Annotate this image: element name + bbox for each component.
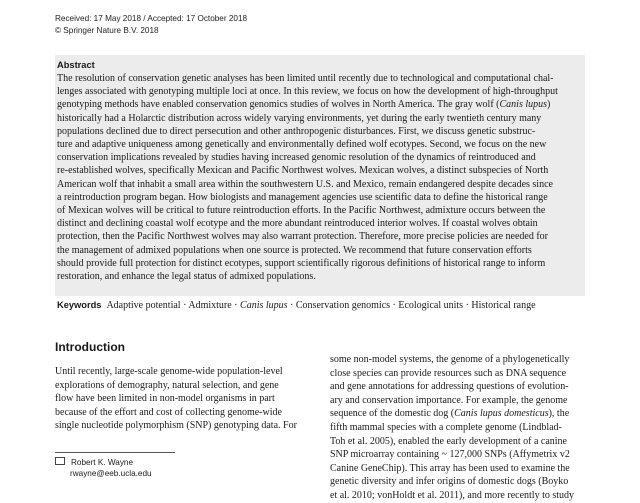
body-line: Until recently, large-scale genome-wide population-level bbox=[55, 366, 283, 377]
abstract-line: lenges associated with genotyping multiple loci at once. In this review, we focus on how the development of high-throughput bbox=[57, 86, 558, 98]
author-email[interactable]: rwayne@eeb.ucla.edu bbox=[70, 469, 152, 478]
article-dates bbox=[55, 13, 247, 37]
intro-left-column bbox=[55, 365, 313, 433]
abstract-line: genotyping methods have enabled conservation genomics studies of wolves in North America. The gray wolf (Canis lupus) bbox=[57, 99, 551, 111]
keywords bbox=[57, 300, 536, 311]
abstract-heading: Abstract bbox=[57, 60, 95, 70]
body-line: explorations of demography, natural selection, and gene bbox=[55, 379, 279, 391]
body-line: genetic diversity and infer origins of domestic dogs (Boyko bbox=[330, 476, 569, 488]
envelope-icon bbox=[55, 457, 65, 465]
body-line: Toh et al. 2005), enabled the early development of a canine bbox=[330, 435, 567, 447]
body-line: Canine GeneChip). This array has been used to examine the bbox=[330, 462, 570, 474]
abstract-line: a reintroduction program began. How biologists and management agencies use scientific data to define the historical range bbox=[57, 191, 548, 203]
body-line: fifth mammal species with a complete genome (Lindblad- bbox=[330, 421, 562, 433]
abstract-line: distinct and declining coastal wolf ecotype and the more abundant reintroduced interior wolves. If coastal wolves obtain bbox=[57, 218, 538, 230]
abstract-line: ture and adaptive uniqueness among genetically and environmentally defined wolf ecotypes. Second, we focus on the new bbox=[57, 139, 547, 151]
abstract-line: The resolution of conservation genetic analyses has been limited until recently due to technological and computational chal- bbox=[57, 73, 554, 84]
abstract-line: conservation implications revealed by studies having increased genomic resolution of the dynamics of reintroduced and bbox=[57, 152, 536, 164]
body-line: and gene annotations for addressing questions of evolution- bbox=[330, 381, 569, 393]
copyright-notice: © Springer Nature B.V. 2018 bbox=[55, 26, 159, 35]
keywords-label: Keywords bbox=[57, 300, 102, 310]
abstract-line: populations declined due to direct persecution and other anthropogenic disturbances. First, we discuss genetic substruc- bbox=[57, 125, 536, 137]
introduction-heading: Introduction bbox=[55, 340, 125, 354]
body-line: some non-model systems, the genome of a phylogenetically bbox=[330, 354, 570, 365]
keywords-text-rest: · Conservation genomics · Ecological units · Historical range bbox=[287, 300, 536, 311]
correspondence-note bbox=[55, 457, 152, 479]
abstract-line: of Mexican wolves will be critical to future reintroduction efforts. In the Pacific Northwest, admixture occurs between the bbox=[57, 205, 546, 217]
body-line: et al. 2010; vonHoldt et al. 2011), and more recently to study bbox=[330, 489, 575, 501]
keywords-italic: Canis lupus bbox=[240, 300, 288, 311]
abstract-line: re-established wolves, specifically Mexican and Pacific Northwest wolves. Mexican wolves, a distinct subspecies of North bbox=[57, 165, 549, 177]
author-name: Robert K. Wayne bbox=[71, 458, 134, 467]
abstract-line: historically had a Holarctic distribution across widely varying environments, yet during the early twentieth century many bbox=[57, 112, 542, 124]
species-name: Canis lupus domesticus bbox=[454, 408, 549, 420]
footnote-divider bbox=[55, 452, 175, 453]
body-line: close species can provide resources such as DNA sequence bbox=[330, 367, 567, 379]
body-line: sequence of the domestic dog (Canis lupus domesticus), the bbox=[330, 408, 570, 420]
abstract-line: protection, then the Pacific Northwest wolves may also warrant protection. Therefore, more precise policies are needed for bbox=[57, 231, 549, 243]
keywords-text: Adaptive potential · Admixture · bbox=[106, 300, 241, 311]
body-line: flow have been limited in non-model organisms in part bbox=[55, 393, 275, 405]
intro-right-column bbox=[330, 353, 590, 503]
abstract-line: restoration, and enhance the legal status of admixed populations. bbox=[57, 271, 316, 283]
received-accepted-dates: Received: 17 May 2018 / Accepted: 17 October 2018 bbox=[55, 14, 248, 23]
body-line: because of the effort and cost of collecting genome-wide bbox=[55, 406, 282, 418]
abstract-line: the management of admixed populations when one source is protected. We recommend that future conservation efforts bbox=[57, 244, 532, 256]
body-line: ary and conservation importance. For example, the genome bbox=[330, 394, 568, 406]
body-line: SNP microarray containing ~ 127,000 SNPs (Affymetrix v2 bbox=[330, 449, 570, 461]
abstract-text bbox=[57, 72, 587, 283]
species-name: Canis lupus bbox=[499, 99, 548, 111]
abstract-line: American wolf that inhabit a small area within the southwestern U.S. and Mexico, remain endangered despite decades since bbox=[57, 178, 553, 190]
body-line: single nucleotide polymorphism (SNP) genotyping data. For bbox=[55, 420, 297, 432]
abstract-line: should provide full protection for distinct ecotypes, support scientifically rigorous definitions of historical range to inform bbox=[57, 257, 546, 269]
